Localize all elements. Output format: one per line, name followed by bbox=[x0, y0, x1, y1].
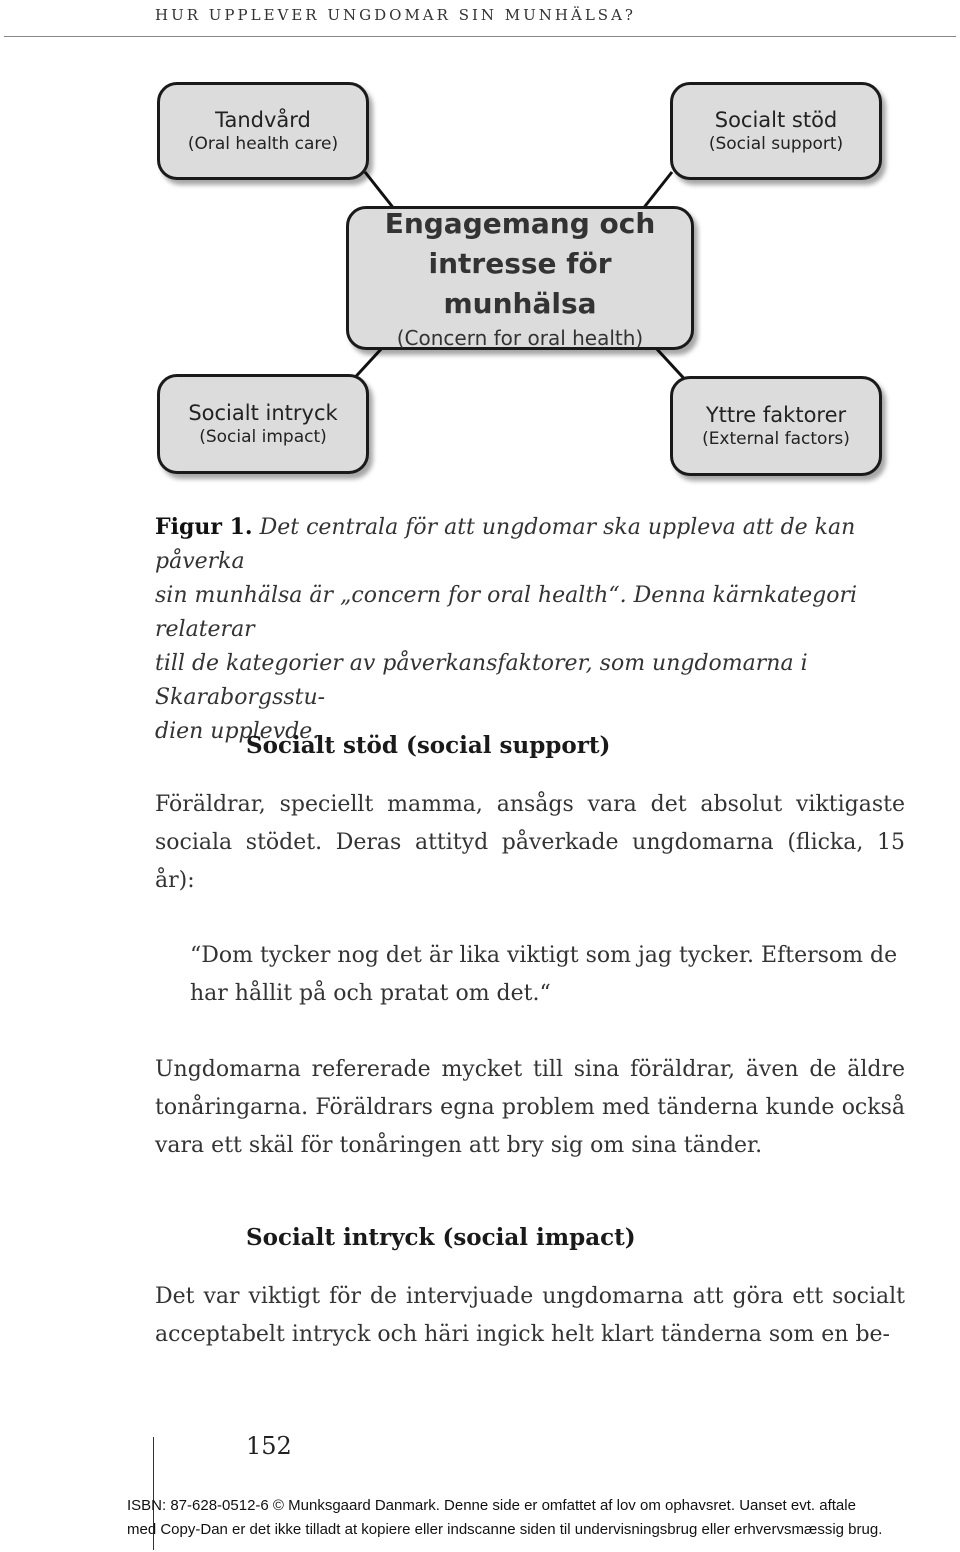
center-line-1: Engagemang och bbox=[384, 207, 656, 240]
box-concern-for-oral-health bbox=[346, 206, 694, 350]
page-number: 152 bbox=[246, 1432, 292, 1460]
caption-line-4: dien upplevde. bbox=[155, 719, 320, 744]
section1-paragraph-1: Föräldrar, speciellt mamma, ansågs vara det absolut viktigaste sociala stödet. Deras attityd påverkade ungdomarna (flicka, 15 år): bbox=[155, 792, 905, 893]
center-line-2: intresse för munhälsa bbox=[428, 247, 612, 320]
section-heading-social-support: Socialt stöd (social support) bbox=[246, 732, 611, 759]
section1-paragraph-2: Ungdomarna refererade mycket till sina föräldrar, även de äldre tonåringarna. Föräldrars egna problem med tänderna kunde också vara ett skäl för tonåringen att bry sig om sina tänder. bbox=[155, 1057, 905, 1158]
section-heading-social-impact: Socialt intryck (social impact) bbox=[246, 1224, 636, 1251]
caption-line-3: till de kategorier av påverkansfaktorer, som ungdomarna i Skaraborgsstu- bbox=[155, 651, 808, 710]
box-external-factors bbox=[670, 376, 882, 476]
copyright-footer bbox=[127, 1494, 957, 1542]
box-social-impact-subtitle: (Social impact) bbox=[199, 427, 327, 447]
box-social-impact-title: Socialt intryck bbox=[188, 401, 338, 425]
box-social-support bbox=[670, 82, 882, 180]
box-social-support-title: Socialt stöd bbox=[714, 108, 838, 132]
box-external-factors-subtitle: (External factors) bbox=[702, 429, 850, 449]
box-oral-health-care bbox=[157, 82, 369, 180]
box-oral-health-care-subtitle: (Oral health care) bbox=[187, 134, 339, 154]
figure-caption bbox=[155, 510, 915, 749]
footer-line-2: med Copy-Dan er det ikke tilladt at kopiere eller indscanne siden til undervisningsbrug eller erhvervsmæssig brug. bbox=[127, 1521, 883, 1538]
caption-label: Figur 1. bbox=[155, 514, 253, 540]
footer-line-1: ISBN: 87-628-0512-6 © Munksgaard Danmark. Denne side er omfattet af lov om ophavsret. Uanset evt. aftale bbox=[127, 1497, 856, 1514]
caption-line-2: sin munhälsa är „concern for oral health“. Denna kärnkategori relaterar bbox=[155, 583, 858, 642]
caption-line-1: Det centrala för att ungdomar ska uppleva att de kan påverka bbox=[155, 515, 856, 574]
box-external-factors-title: Yttre faktorer bbox=[705, 403, 847, 427]
concept-diagram bbox=[0, 0, 960, 500]
box-oral-health-care-title: Tandvård bbox=[215, 108, 311, 132]
center-subtitle: (Concern for oral health) bbox=[396, 326, 644, 350]
running-head: HUR UPPLEVER UNGDOMAR SIN MUNHÄLSA? bbox=[155, 6, 636, 24]
box-social-support-subtitle: (Social support) bbox=[708, 134, 844, 154]
section2-paragraph-1: Det var viktigt för de intervjuade ungdomarna att göra ett socialt acceptabelt intryck och häri ingick helt klart tänderna som en be- bbox=[155, 1284, 905, 1347]
box-social-impact bbox=[157, 374, 369, 474]
section1-quote: “Dom tycker nog det är lika viktigt som jag tycker. Eftersom de har hållit på och pratat om det.“ bbox=[190, 943, 898, 1006]
